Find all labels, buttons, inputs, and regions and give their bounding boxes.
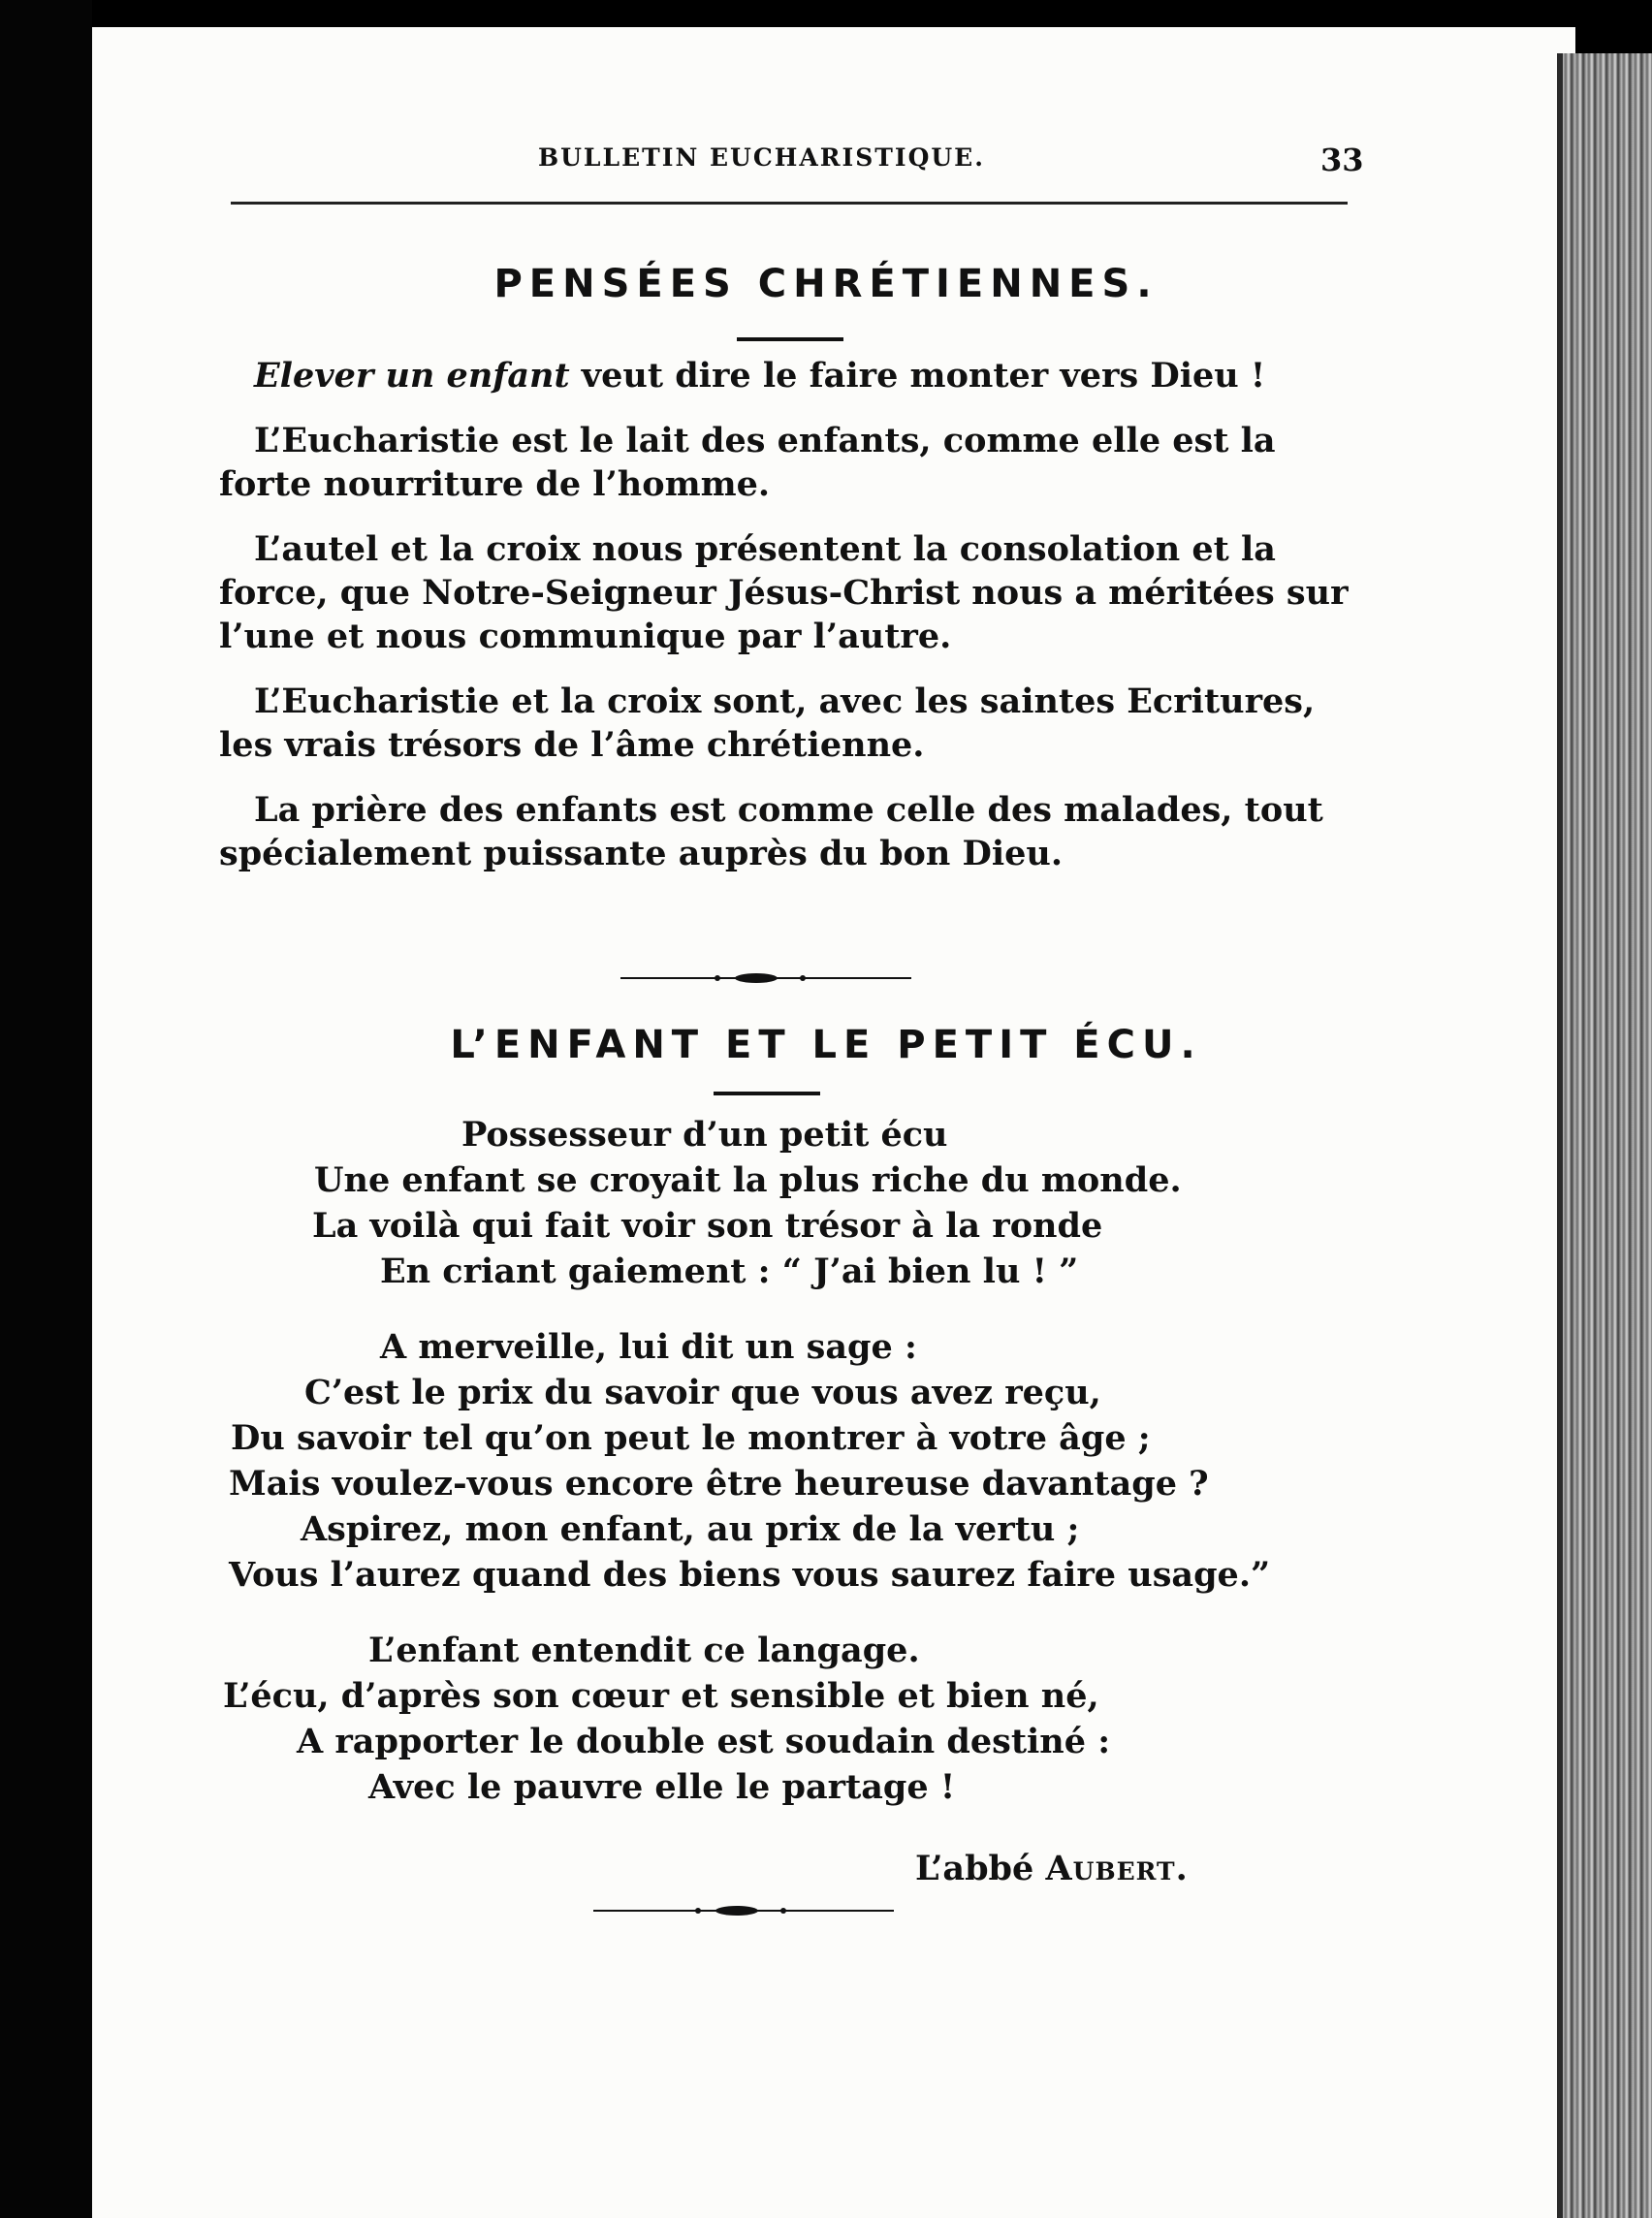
verse-line-13: A rapporter le double est soudain destiné : (297, 1722, 1111, 1761)
verse-line-11: L’enfant entendit ce langage. (368, 1631, 920, 1670)
verse-line-14: Avec le pauvre elle le partage ! (368, 1767, 956, 1807)
thought-1 (219, 354, 1351, 397)
thought-5: La prière des enfants est comme celle des malades, tout spécialement puissante auprès du bon Dieu. (219, 790, 1323, 873)
thought-3: L’autel et la croix nous présentent la consolation et la force, que Notre-Seigneur Jésus-Christ nous a méritées sur l’une et nous communique par l’autre. (219, 529, 1349, 656)
verse-line-5: A merveille, lui dit un sage : (380, 1327, 917, 1367)
page-number: 33 (1320, 142, 1364, 178)
ornament-divider-2 (593, 1902, 894, 1919)
thought-1-rest: veut dire le faire monter vers Dieu ! (569, 356, 1266, 396)
verse-line-9: Aspirez, mon enfant, au prix de la vertu ; (301, 1509, 1080, 1549)
thought-4: L’Eucharistie et la croix sont, avec les saintes Ecritures, les vrais trésors de l’âme chrétienne. (219, 681, 1316, 765)
verse-line-3: La voilà qui fait voir son trésor à la ronde (312, 1206, 1103, 1246)
thought-1-italic: Elever un enfant (254, 356, 570, 396)
section-title-enfant: L’ENFANT ET LE PETIT ÉCU. (450, 1023, 1202, 1067)
running-title: BULLETIN EUCHARISTIQUE. (538, 143, 985, 172)
signature-name: Aubert. (1045, 1849, 1189, 1888)
verse-line-4: En criant gaiement : “ J’ai bien lu ! ” (380, 1252, 1079, 1291)
scan-border-left (0, 0, 92, 2218)
book-page-edges (1563, 53, 1652, 2218)
verse-line-2: Une enfant se croyait la plus riche du monde. (314, 1160, 1182, 1200)
thought-2: L’Eucharistie est le lait des enfants, comme elle est la forte nourriture de l’homme. (219, 421, 1276, 504)
section-title-pensees: PENSÉES CHRÉTIENNES. (493, 262, 1159, 306)
section-title-rule (737, 337, 843, 341)
signature (915, 1849, 1189, 1888)
ornament-divider-1 (620, 969, 911, 987)
thoughts-block (219, 354, 1351, 875)
verse-line-1: Possesseur d’un petit écu (461, 1115, 948, 1155)
verse-line-10: Vous l’aurez quand des biens vous saurez faire usage.” (229, 1555, 1271, 1595)
verse-line-7: Du savoir tel qu’on peut le montrer à votre âge ; (231, 1418, 1151, 1458)
verse-line-12: L’écu, d’après son cœur et sensible et bien né, (223, 1676, 1099, 1716)
verse-line-8: Mais voulez-vous encore être heureuse davantage ? (229, 1464, 1209, 1504)
verse-line-6: C’est le prix du savoir que vous avez reçu, (304, 1373, 1101, 1412)
signature-prefix: L’abbé (915, 1849, 1046, 1888)
header-rule (231, 202, 1348, 205)
section-title-rule-2 (714, 1092, 820, 1095)
